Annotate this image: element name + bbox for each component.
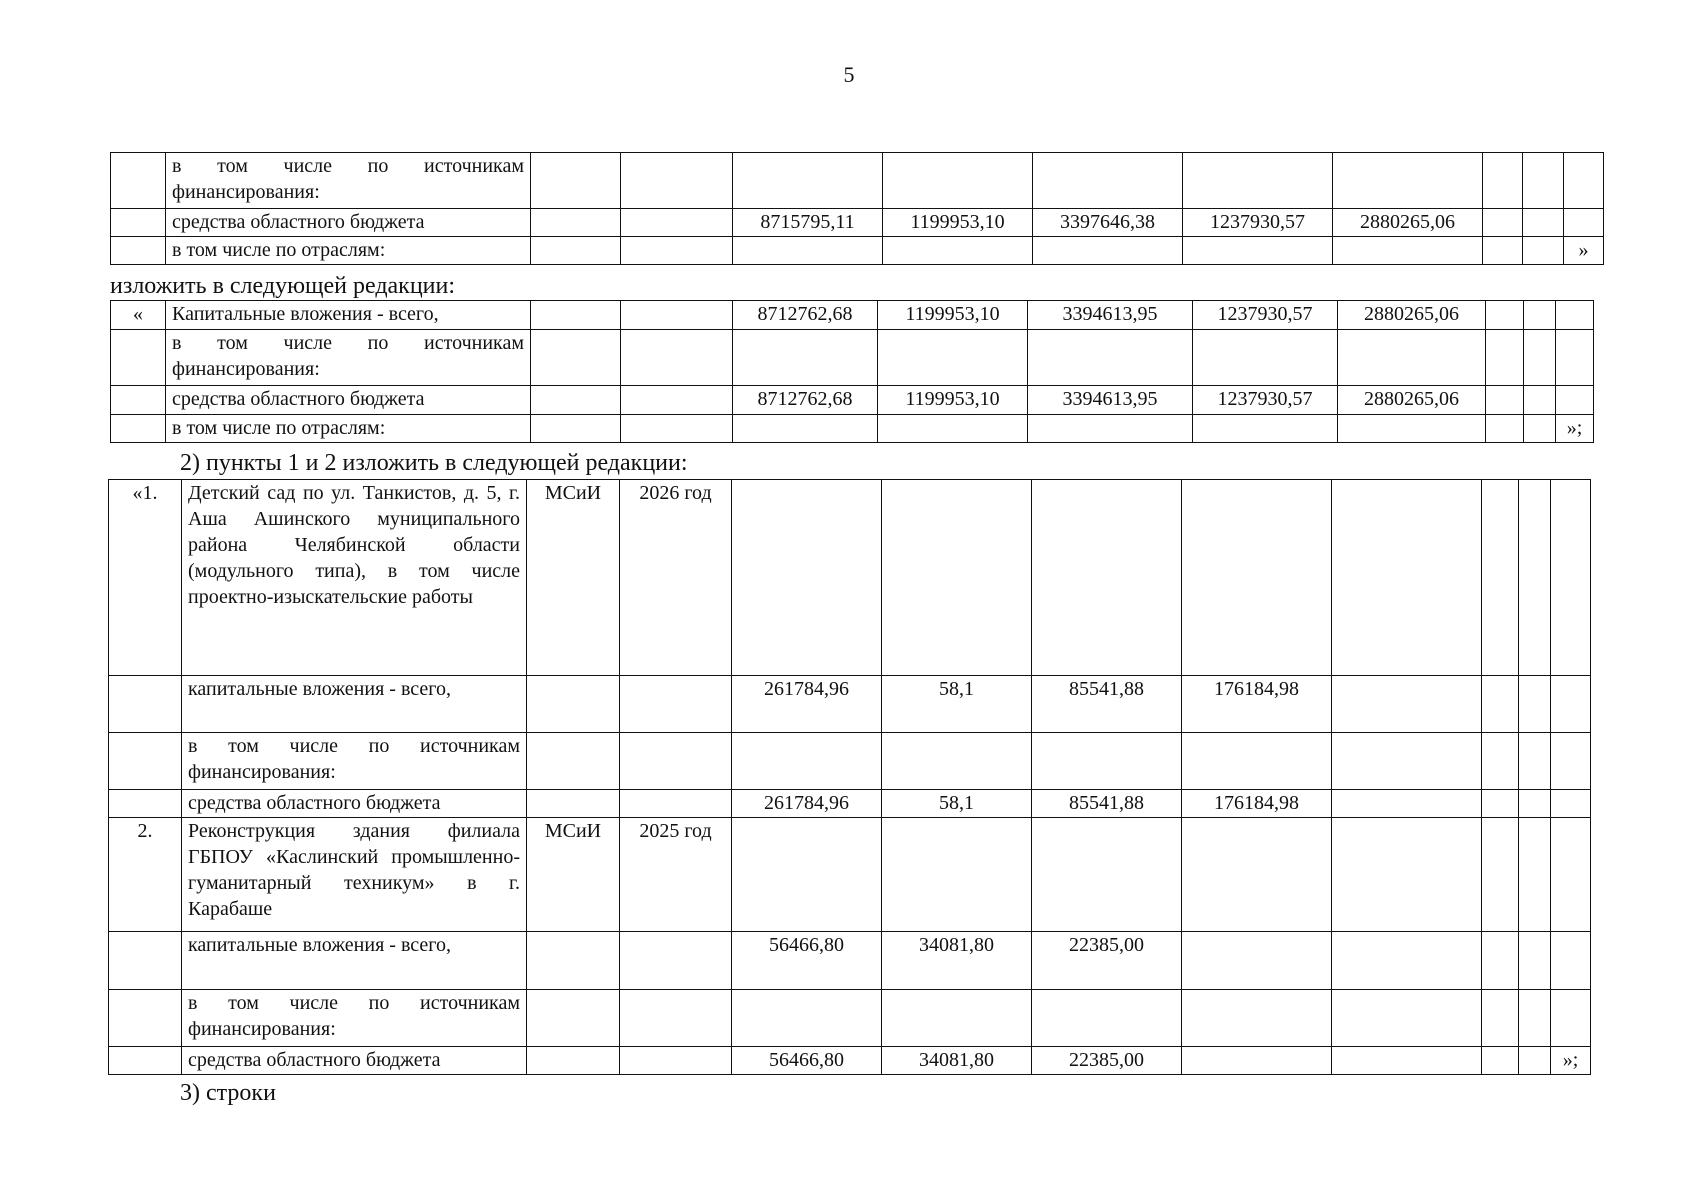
row-extra-3: [1556, 330, 1594, 386]
row-value-5: 2880265,06: [1333, 209, 1483, 237]
row-name: капитальные вложения - всего,: [182, 676, 527, 733]
row-value-total: 56466,80: [732, 1047, 882, 1075]
row-number: [109, 676, 182, 733]
row-value-3: [1032, 480, 1182, 676]
row-executor: [527, 790, 620, 818]
row-value-2: [882, 990, 1032, 1047]
row-number: [109, 932, 182, 990]
row-extra-2: [1523, 209, 1564, 237]
row-extra-1: [1482, 480, 1519, 676]
row-value-3: 3394613,95: [1028, 301, 1193, 330]
row-value-4: 1237930,57: [1193, 301, 1338, 330]
table-row: [111, 386, 1594, 415]
row-extra-1: [1482, 1047, 1519, 1075]
row-value-3: 85541,88: [1032, 790, 1182, 818]
row-value-5: 2880265,06: [1338, 301, 1486, 330]
row-extra-2: [1524, 415, 1556, 443]
row-value-5: [1332, 1047, 1482, 1075]
row-period: [621, 415, 733, 443]
row-number: [109, 1047, 182, 1075]
table-row: [111, 237, 1604, 265]
row-name: Капитальные вложения - всего,: [166, 301, 531, 330]
row-period: [620, 990, 732, 1047]
row-value-2: [883, 237, 1033, 265]
row-extra-3: [1551, 790, 1591, 818]
row-value-4: [1182, 1047, 1332, 1075]
row-extra-2: [1524, 386, 1556, 415]
page-number: 5: [843, 62, 855, 87]
row-value-4: [1183, 237, 1333, 265]
row-extra-3: [1556, 301, 1594, 330]
row-value-total: [733, 237, 883, 265]
row-period: [621, 153, 733, 209]
table-row: [111, 153, 1604, 209]
row-extra-3: [1551, 676, 1591, 733]
row-executor: [531, 237, 621, 265]
row-value-5: [1338, 415, 1486, 443]
row-period: [621, 386, 733, 415]
row-value-5: [1332, 818, 1482, 932]
row-period: [621, 301, 733, 330]
row-extra-2: [1519, 990, 1551, 1047]
row-value-2: [883, 153, 1033, 209]
row-value-2: 34081,80: [882, 1047, 1032, 1075]
row-extra-1: [1482, 818, 1519, 932]
row-number: [111, 330, 166, 386]
table-row: [109, 932, 1591, 990]
row-value-3: 85541,88: [1032, 676, 1182, 733]
row-extra-3: [1556, 386, 1594, 415]
row-executor: [527, 733, 620, 790]
row-extra-1: [1486, 301, 1524, 330]
row-value-2: 1199953,10: [878, 386, 1028, 415]
row-extra-2: [1519, 480, 1551, 676]
row-value-4: [1183, 153, 1333, 209]
table-items: [108, 479, 1591, 1075]
row-name: в том числе по отраслям:: [166, 237, 531, 265]
row-period: [620, 790, 732, 818]
row-value-total: [733, 415, 878, 443]
row-number: [109, 733, 182, 790]
table-row: [111, 209, 1604, 237]
row-name: средства областного бюджета: [182, 1047, 527, 1075]
row-value-total: 261784,96: [732, 676, 882, 733]
row-name: средства областного бюджета: [166, 209, 531, 237]
table-row: [109, 990, 1591, 1047]
row-value-total: 8712762,68: [733, 301, 878, 330]
row-value-5: 2880265,06: [1338, 386, 1486, 415]
row-value-4: 1237930,57: [1193, 386, 1338, 415]
row-value-3: [1028, 330, 1193, 386]
table-row: [109, 818, 1591, 932]
row-extra-1: [1482, 790, 1519, 818]
row-executor: МСиИ: [527, 480, 620, 676]
row-extra-3: [1551, 990, 1591, 1047]
row-value-3: 22385,00: [1032, 932, 1182, 990]
row-value-4: [1182, 480, 1332, 676]
row-name: средства областного бюджета: [166, 386, 531, 415]
row-value-2: [882, 818, 1032, 932]
row-value-5: [1332, 480, 1482, 676]
row-number: [111, 386, 166, 415]
row-value-2: [882, 733, 1032, 790]
row-extra-2: [1519, 733, 1551, 790]
row-value-total: [732, 990, 882, 1047]
row-extra-2: [1519, 1047, 1551, 1075]
table-row: [109, 676, 1591, 733]
row-value-2: [878, 330, 1028, 386]
row-executor: [527, 932, 620, 990]
row-value-total: 56466,80: [732, 932, 882, 990]
row-value-3: [1033, 153, 1183, 209]
row-extra-2: [1519, 676, 1551, 733]
row-executor: [531, 209, 621, 237]
row-value-5: [1332, 733, 1482, 790]
row-period: 2026 год: [620, 480, 732, 676]
table-row: [109, 733, 1591, 790]
row-value-3: 3397646,38: [1033, 209, 1183, 237]
row-executor: [527, 990, 620, 1047]
row-period: [620, 1047, 732, 1075]
amendment-intro-1: изложить в следующей редакции:: [110, 273, 456, 299]
table-row: [111, 301, 1594, 330]
row-period: 2025 год: [620, 818, 732, 932]
row-value-4: [1193, 330, 1338, 386]
row-value-3: 3394613,95: [1028, 386, 1193, 415]
row-value-4: 176184,98: [1182, 676, 1332, 733]
row-number: [111, 415, 166, 443]
row-executor: [531, 301, 621, 330]
row-executor: [527, 1047, 620, 1075]
row-extra-1: [1482, 733, 1519, 790]
row-value-2: 58,1: [882, 790, 1032, 818]
row-value-5: [1332, 990, 1482, 1047]
table-row: [111, 415, 1594, 443]
row-number: «: [111, 301, 166, 330]
row-period: [620, 676, 732, 733]
row-extra-3: [1551, 733, 1591, 790]
row-extra-2: [1519, 818, 1551, 932]
row-value-4: [1193, 415, 1338, 443]
row-extra-2: [1524, 301, 1556, 330]
table-previous-tail: [110, 152, 1604, 265]
row-value-3: [1028, 415, 1193, 443]
row-extra-3: [1551, 932, 1591, 990]
row-period: [620, 932, 732, 990]
row-extra-1: [1483, 237, 1523, 265]
row-number: «1.: [109, 480, 182, 676]
row-extra-1: [1486, 415, 1524, 443]
row-value-3: [1032, 990, 1182, 1047]
row-extra-2: [1523, 237, 1564, 265]
row-value-5: [1333, 153, 1483, 209]
row-value-2: [882, 480, 1032, 676]
row-value-2: 34081,80: [882, 932, 1032, 990]
table-row: [109, 1047, 1591, 1075]
row-value-2: 1199953,10: [883, 209, 1033, 237]
row-value-4: [1182, 932, 1332, 990]
table-row: [109, 790, 1591, 818]
row-extra-1: [1482, 990, 1519, 1047]
row-extra-1: [1483, 209, 1523, 237]
row-period: [620, 733, 732, 790]
row-value-2: 58,1: [882, 676, 1032, 733]
row-period: [621, 237, 733, 265]
row-value-2: 1199953,10: [878, 301, 1028, 330]
amendment-intro-2: 2) пункты 1 и 2 изложить в следующей редакции:: [180, 450, 688, 476]
row-value-total: [733, 153, 883, 209]
row-name: в том числе по источникам финансирования:: [166, 153, 531, 209]
row-extra-3: »;: [1556, 415, 1594, 443]
row-number: [109, 990, 182, 1047]
row-value-5: [1338, 330, 1486, 386]
row-number: [109, 790, 182, 818]
row-name: Реконструкция здания филиала ГБПОУ «Каслинский промышленно-гуманитарный техникум» в г. Карабаше: [182, 818, 527, 932]
row-value-5: [1332, 932, 1482, 990]
row-value-2: [878, 415, 1028, 443]
row-extra-3: [1564, 209, 1604, 237]
row-period: [621, 330, 733, 386]
row-value-3: [1033, 237, 1183, 265]
row-executor: [531, 330, 621, 386]
row-extra-2: [1519, 790, 1551, 818]
row-value-3: [1032, 733, 1182, 790]
row-extra-1: [1482, 932, 1519, 990]
row-name: Детский сад по ул. Танкистов, д. 5, г. Аша Ашинского муниципального района Челябинской области (модульного типа), в том числе проектно-изыскательские работы: [182, 480, 527, 676]
row-executor: [531, 153, 621, 209]
row-value-4: [1182, 990, 1332, 1047]
row-value-5: [1333, 237, 1483, 265]
row-value-4: [1182, 733, 1332, 790]
row-extra-3: »: [1564, 237, 1604, 265]
row-value-total: [732, 818, 882, 932]
row-value-total: 8715795,11: [733, 209, 883, 237]
row-extra-1: [1483, 153, 1523, 209]
row-name: в том числе по отраслям:: [166, 415, 531, 443]
row-period: [621, 209, 733, 237]
row-extra-3: »;: [1551, 1047, 1591, 1075]
row-extra-3: [1564, 153, 1604, 209]
row-extra-1: [1482, 676, 1519, 733]
row-name: в том числе по источникам финансирования:: [166, 330, 531, 386]
row-value-total: 8712762,68: [733, 386, 878, 415]
row-executor: [527, 676, 620, 733]
table-row: [109, 480, 1591, 676]
amendment-intro-3: 3) строки: [180, 1080, 276, 1106]
row-extra-1: [1486, 386, 1524, 415]
row-extra-3: [1551, 818, 1591, 932]
row-value-total: 261784,96: [732, 790, 882, 818]
row-value-4: 176184,98: [1182, 790, 1332, 818]
row-extra-3: [1551, 480, 1591, 676]
row-number: [111, 237, 166, 265]
table-new-summary: [110, 300, 1594, 443]
row-name: в том числе по источникам финансирования:: [182, 990, 527, 1047]
row-value-total: [733, 330, 878, 386]
row-value-5: [1332, 790, 1482, 818]
row-number: [111, 153, 166, 209]
row-extra-2: [1524, 330, 1556, 386]
row-value-3: [1032, 818, 1182, 932]
row-value-5: [1332, 676, 1482, 733]
row-value-4: 1237930,57: [1183, 209, 1333, 237]
row-value-4: [1182, 818, 1332, 932]
table-row: [111, 330, 1594, 386]
row-executor: [531, 415, 621, 443]
row-executor: [531, 386, 621, 415]
row-name: капитальные вложения - всего,: [182, 932, 527, 990]
row-number: 2.: [109, 818, 182, 932]
row-extra-2: [1523, 153, 1564, 209]
row-number: [111, 209, 166, 237]
row-value-total: [732, 480, 882, 676]
row-name: в том числе по источникам финансирования:: [182, 733, 527, 790]
row-extra-1: [1486, 330, 1524, 386]
row-name: средства областного бюджета: [182, 790, 527, 818]
row-value-3: 22385,00: [1032, 1047, 1182, 1075]
row-extra-2: [1519, 932, 1551, 990]
row-executor: МСиИ: [527, 818, 620, 932]
row-value-total: [732, 733, 882, 790]
